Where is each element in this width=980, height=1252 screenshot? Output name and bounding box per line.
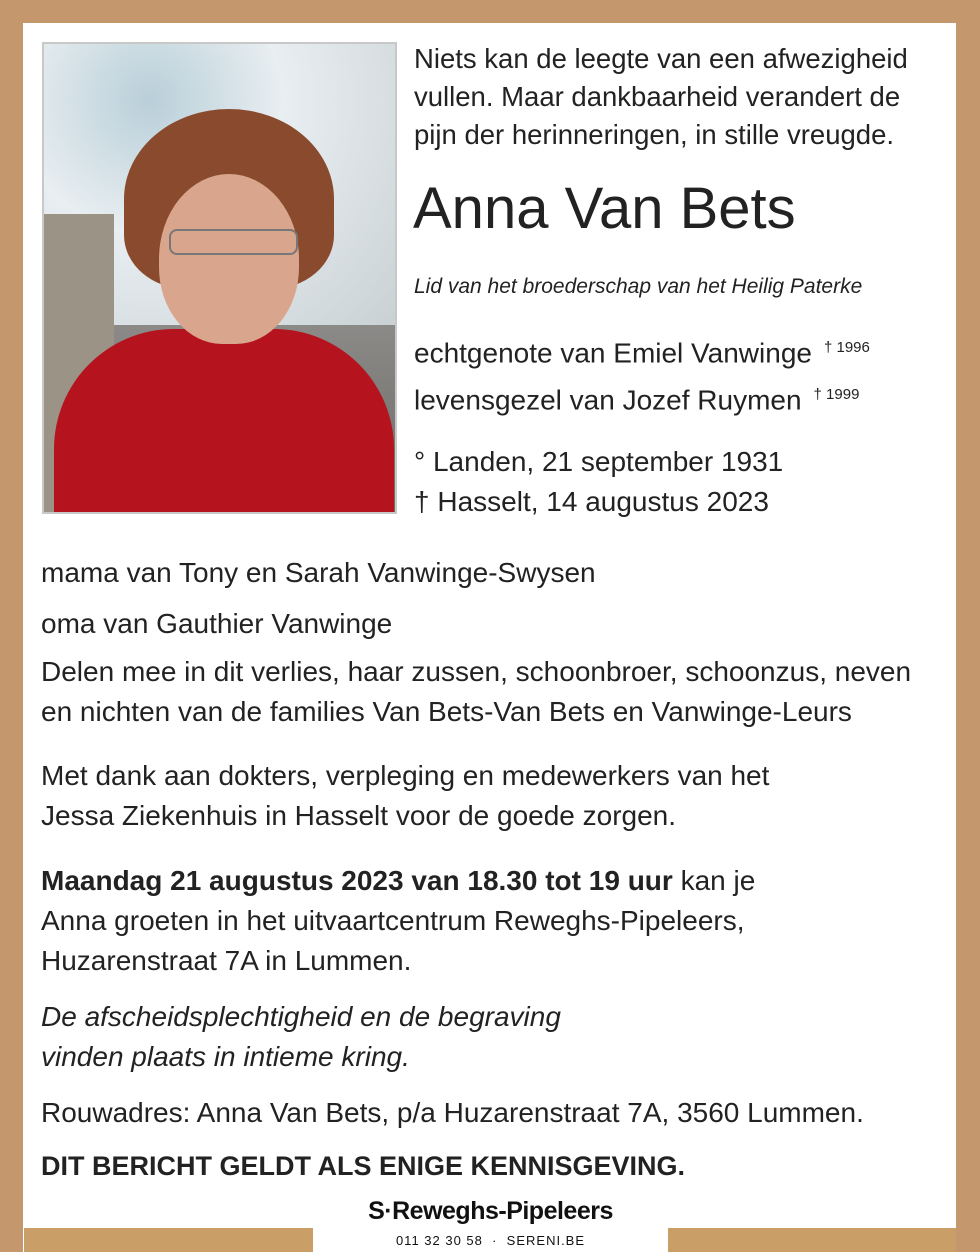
notice-statement: DIT BERICHT GELDT ALS ENIGE KENNISGEVING. [41, 1151, 686, 1181]
sharing: Delen mee in dit verlies, haar zussen, schoonbroer, schoonzus, neven en nichten van de families Van Bets-Van Bets en Vanwinge-Leurs [41, 656, 912, 727]
dates: ° Landen, 21 september 1931 † Hasselt, 14 augustus 2023 [414, 446, 784, 517]
family: mama van Tony en Sarah Vanwinge-Swysen oma van Gauthier Vanwinge [41, 557, 596, 639]
address: Rouwadres: Anna Van Bets, p/a Huzarenstraat 7A, 3560 Lummen. [41, 1097, 864, 1128]
funeral-home-logo: S·Reweghs-Pipeleers 011 32 30 58 · SERENI.BE [368, 1197, 613, 1248]
portrait-photo [42, 42, 397, 514]
spouses: echtgenote van Emiel Vanwinge $^{\dagger 1996}$ levensgezel van Jozef Ruymen $^{\dagger 1999}$ [414, 337, 870, 416]
quote: Niets kan de leegte van een afwezigheid vullen. Maar dankbaarheid verandert de pijn der herinneringen, in stille vreugde. [414, 43, 908, 150]
ceremony: De afscheidsplechtigheid en de begraving vinden plaats in intieme kring. [41, 1001, 561, 1072]
bottom-band-left [24, 1228, 313, 1252]
subtitle: Lid van het broederschap van het Heilig Paterke [414, 275, 863, 298]
deceased-name: Anna Van Bets [413, 176, 796, 241]
visitation: Maandag 21 augustus 2023 van 18.30 tot 19 uur kan je Anna groeten in het uitvaartcentrum Reweghs-Pipeleers, Huzarenstraat 7A in Lummen. [41, 865, 756, 976]
bottom-band-right [668, 1228, 956, 1252]
thanks: Met dank aan dokters, verpleging en medewerkers van het Jessa Ziekenhuis in Hasselt voor de goede zorgen. [41, 760, 770, 831]
